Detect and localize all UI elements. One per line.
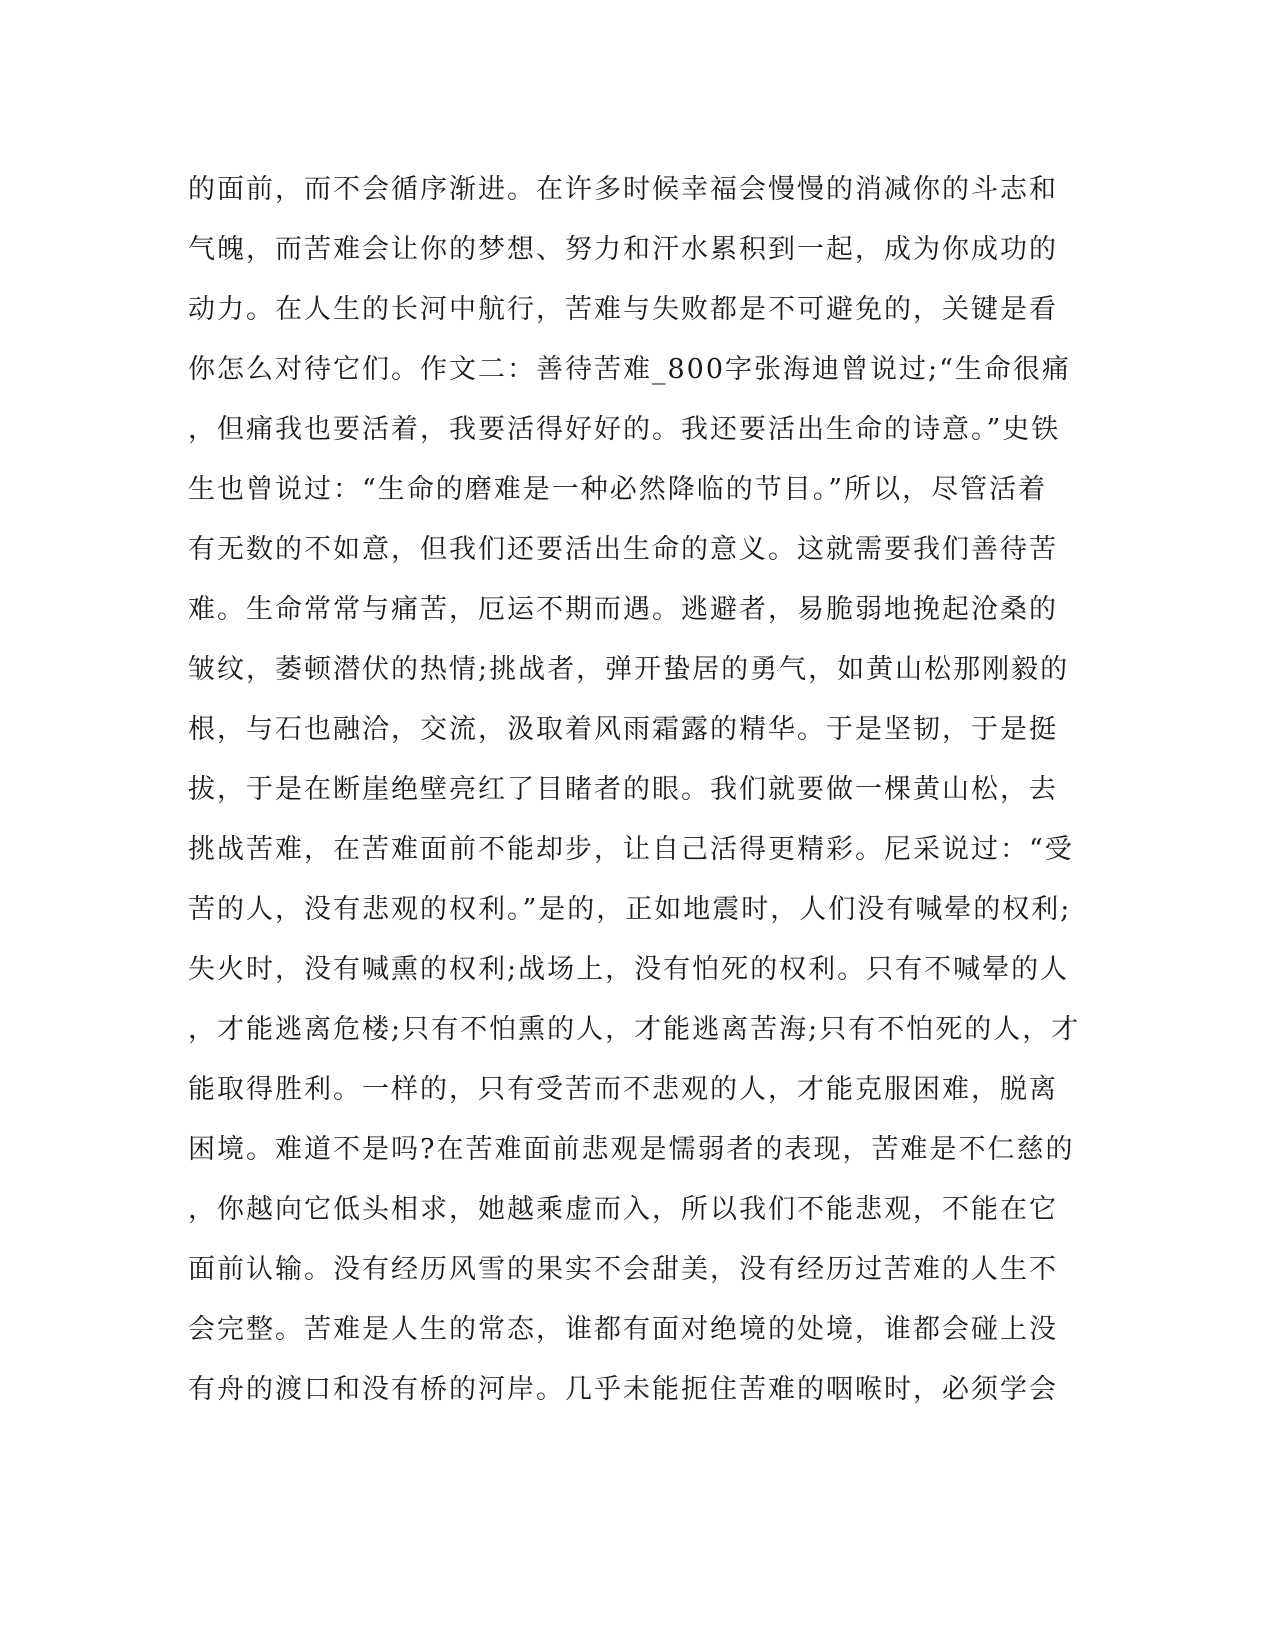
text-line: 有舟的渡口和没有桥的河岸。几乎未能扼住苦难的咽喉时，必须学会 [188,1374,1058,1405]
text-line: 挑战苦难，在苦难面前不能却步，让自己活得更精彩。尼采说过：“受 [188,834,1074,865]
body-text [188,160,1088,1420]
text-line: 拔，于是在断崖绝壁亮红了目睹者的眼。我们就要做一棵黄山松，去 [188,774,1058,805]
text-line: 能取得胜利。一样的，只有受苦而不悲观的人，才能克服困难，脱离 [188,1074,1058,1105]
text-line: 难。生命常常与痛苦，厄运不期而遇。逃避者，易脆弱地挽起沧桑的 [188,594,1058,625]
text-line: 气魄，而苦难会让你的梦想、努力和汗水累积到一起，成为你成功的 [188,234,1058,265]
text-line: 困境。难道不是吗?在苦难面前悲观是懦弱者的表现，苦难是不仁慈的 [188,1134,1075,1165]
text-line: 你怎么对待它们。作文二：善待苦难_800字张海迪曾说过;“生命很痛 [188,354,1071,385]
text-line: 有无数的不如意，但我们还要活出生命的意义。这就需要我们善待苦 [188,534,1058,565]
text-line: 苦的人，没有悲观的权利。”是的，正如地震时，人们没有喊晕的权利; [188,894,1072,925]
text-line: 的面前，而不会循序渐进。在许多时候幸福会慢慢的消减你的斗志和 [188,174,1058,205]
text-line: ，才能逃离危楼;只有不怕熏的人，才能逃离苦海;只有不怕死的人，才 [188,1014,1081,1045]
text-line: 失火时，没有喊熏的权利;战场上，没有怕死的权利。只有不喊晕的人 [188,954,1070,985]
text-line: ，但痛我也要活着，我要活得好好的。我还要活出生命的诗意。”史铁 [188,414,1061,445]
text-line: 面前认输。没有经历风雪的果实不会甜美，没有经历过苦难的人生不 [188,1254,1058,1285]
text-line: 皱纹，萎顿潜伏的热情;挑战者，弹开蛰居的勇气，如黄山松那刚毅的 [188,654,1070,685]
text-line: 动力。在人生的长河中航行，苦难与失败都是不可避免的，关键是看 [188,294,1058,325]
text-line: 生也曾说过：“生命的磨难是一种必然降临的节目。”所以，尽管活着 [188,474,1048,505]
text-line: 会完整。苦难是人生的常态，谁都有面对绝境的处境，谁都会碰上没 [188,1314,1058,1345]
text-line: 根，与石也融洽，交流，汲取着风雨霜露的精华。于是坚韧，于是挺 [188,714,1058,745]
text-line: ，你越向它低头相求，她越乘虚而入，所以我们不能悲观，不能在它 [188,1194,1058,1225]
